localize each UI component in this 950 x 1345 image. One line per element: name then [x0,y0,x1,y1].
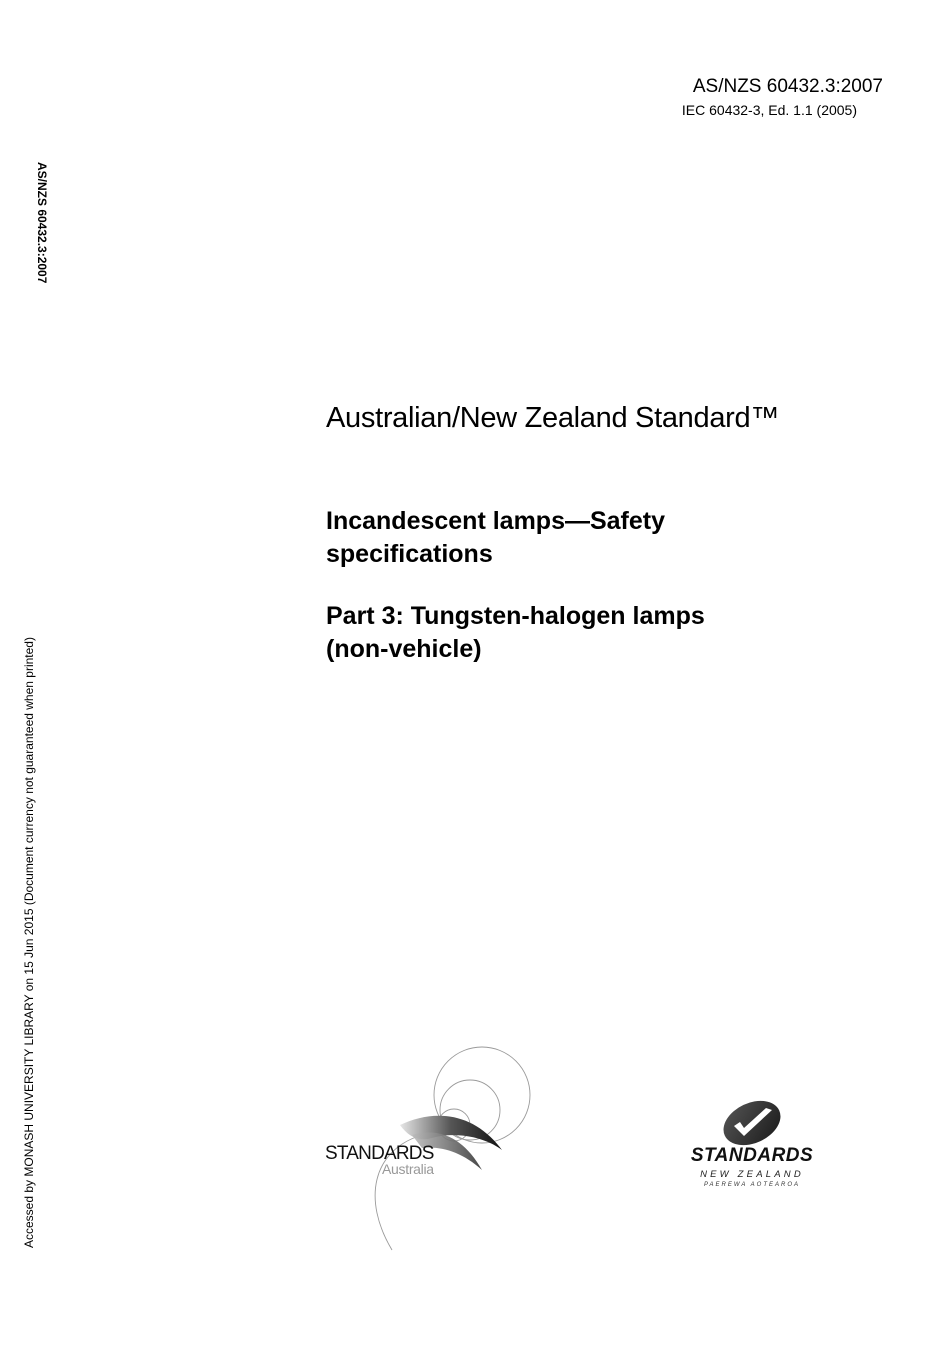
document-title-line-1: Incandescent lamps—Safety [326,507,666,535]
document-part-title-line-1: Part 3: Tungsten-halogen lamps [326,602,705,630]
access-watermark-text: Accessed by MONASH UNIVERSITY LIBRARY on 15 Jun 2015 (Document currency not guaranteed when printed) [22,637,36,1248]
access-watermark [20,598,40,1250]
document-title [326,505,806,571]
standards-nz-sub: NEW ZEALAND [700,1169,804,1180]
standards-australia-logo [322,1040,552,1255]
spine-standard-code [29,162,53,320]
standards-australia-word: STANDARDS [325,1143,434,1164]
document-part-title-line-2: (non-vehicle) [326,635,482,663]
standards-nz-sub-maori: PAEREWA AOTEAROA [703,1182,800,1188]
iec-reference: IEC 60432-3, Ed. 1.1 (2005) [681,102,857,118]
standards-nz-word: STANDARDS [690,1145,814,1166]
document-part-title [326,600,826,666]
standards-australia-sub: Australia [382,1161,434,1177]
standard-number: AS/NZS 60432.3:2007 [692,76,883,97]
standards-nz-checkmark-icon [716,1100,788,1146]
standard-type: Australian/New Zealand Standard™ [326,402,780,434]
standards-nz-logo [676,1100,828,1195]
spine-standard-code-text: AS/NZS 60432.3:2007 [35,162,49,284]
document-title-line-2: specifications [326,540,493,568]
